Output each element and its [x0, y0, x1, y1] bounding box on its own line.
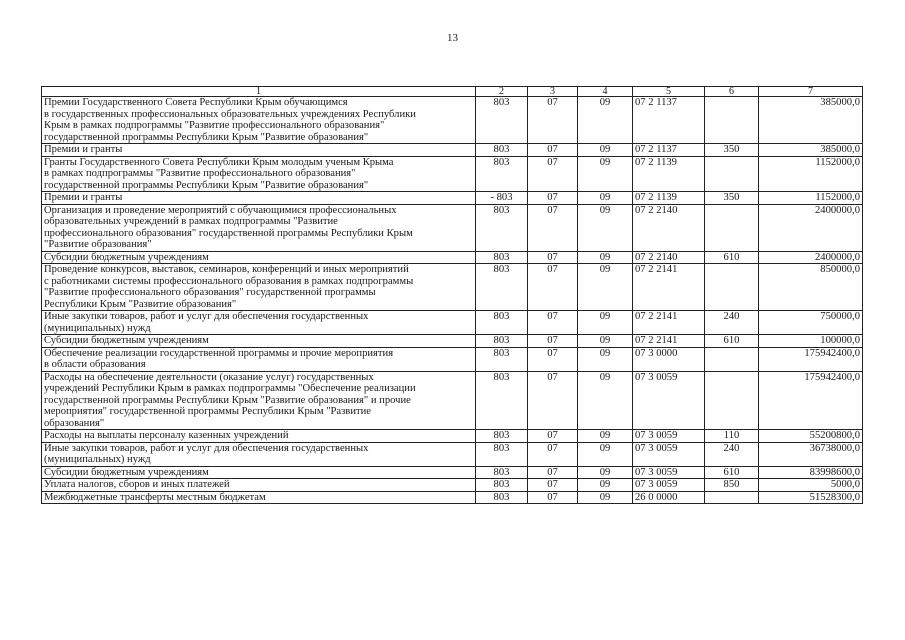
expense-type-cell: 610	[705, 466, 759, 479]
row-name-cell: Расходы на обеспечение деятельности (оказание услуг) государственных учреждений Республики Крым в рамках подпрограммы "Обеспечение реализации государственной программы Республики Крым "Развитие образования" и прочие мероприятия" государственной программы Республики Крым "Развитие образования"	[42, 371, 476, 430]
ministry-code-cell: 803	[476, 442, 528, 466]
row-name-cell: Межбюджетные трансферты местным бюджетам	[42, 491, 476, 504]
row-name-cell: Обеспечение реализации государственной программы и прочие мероприятия в области образования	[42, 347, 476, 371]
table-row	[42, 479, 863, 492]
subsection-code-cell: 09	[578, 347, 633, 371]
target-article-cell: 07 3 0059	[633, 371, 705, 430]
table-row	[42, 311, 863, 335]
table-row	[42, 264, 863, 311]
expense-type-cell	[705, 371, 759, 430]
ministry-code-cell: 803	[476, 335, 528, 348]
header-row	[42, 87, 863, 97]
section-code-cell: 07	[528, 442, 578, 466]
subsection-code-cell: 09	[578, 264, 633, 311]
subsection-code-cell: 09	[578, 192, 633, 205]
row-name-cell: Субсидии бюджетным учреждениям	[42, 335, 476, 348]
target-article-cell: 07 2 1137	[633, 144, 705, 157]
expense-type-cell: 850	[705, 479, 759, 492]
header-cell: 7	[759, 87, 863, 97]
section-code-cell: 07	[528, 347, 578, 371]
row-name-cell: Организация и проведение мероприятий с обучающимися профессиональных образовательных учреждений в рамках подпрограммы "Развитие профессионального образования" государственной программы Республики Крым "Развитие образования"	[42, 204, 476, 251]
subsection-code-cell: 09	[578, 430, 633, 443]
subsection-code-cell: 09	[578, 156, 633, 192]
ministry-code-cell: 803	[476, 156, 528, 192]
target-article-cell: 07 3 0059	[633, 442, 705, 466]
amount-cell: 36738000,0	[759, 442, 863, 466]
amount-cell: 100000,0	[759, 335, 863, 348]
amount-cell: 2400000,0	[759, 251, 863, 264]
ministry-code-cell: 803	[476, 264, 528, 311]
subsection-code-cell: 09	[578, 204, 633, 251]
table-row	[42, 491, 863, 504]
amount-cell: 83998600,0	[759, 466, 863, 479]
row-name-cell: Иные закупки товаров, работ и услуг для обеспечения государственных (муниципальных) нужд	[42, 311, 476, 335]
table-row	[42, 251, 863, 264]
row-name-cell: Премии и гранты	[42, 144, 476, 157]
header-cell: 3	[528, 87, 578, 97]
section-code-cell: 07	[528, 430, 578, 443]
row-name-cell: Уплата налогов, сборов и иных платежей	[42, 479, 476, 492]
expense-type-cell: 110	[705, 430, 759, 443]
section-code-cell: 07	[528, 204, 578, 251]
expense-type-cell	[705, 491, 759, 504]
amount-cell: 5000,0	[759, 479, 863, 492]
ministry-code-cell: 803	[476, 97, 528, 144]
row-name-cell: Расходы на выплаты персоналу казенных учреждений	[42, 430, 476, 443]
header-cell: 1	[42, 87, 476, 97]
subsection-code-cell: 09	[578, 251, 633, 264]
ministry-code-cell: 803	[476, 466, 528, 479]
target-article-cell: 07 2 1137	[633, 97, 705, 144]
ministry-code-cell: 803	[476, 371, 528, 430]
target-article-cell: 07 3 0000	[633, 347, 705, 371]
header-cell: 5	[633, 87, 705, 97]
header-cell: 2	[476, 87, 528, 97]
ministry-code-cell: 803	[476, 479, 528, 492]
ministry-code-cell: 803	[476, 430, 528, 443]
expense-type-cell	[705, 264, 759, 311]
section-code-cell: 07	[528, 192, 578, 205]
table-row	[42, 156, 863, 192]
row-name-cell: Проведение конкурсов, выставок, семинаров, конференций и иных мероприятий с работниками системы профессионального образования в рамках подпрограммы "Развитие профессионального образования" государственной программы Республики Крым "Развитие образования"	[42, 264, 476, 311]
target-article-cell: 07 2 2141	[633, 264, 705, 311]
subsection-code-cell: 09	[578, 479, 633, 492]
amount-cell: 385000,0	[759, 97, 863, 144]
amount-cell: 175942400,0	[759, 371, 863, 430]
row-name-cell: Премии и гранты	[42, 192, 476, 205]
expense-type-cell: 610	[705, 251, 759, 264]
section-code-cell: 07	[528, 479, 578, 492]
ministry-code-cell: 803	[476, 144, 528, 157]
table-row	[42, 466, 863, 479]
expense-type-cell: 350	[705, 144, 759, 157]
target-article-cell: 07 3 0059	[633, 466, 705, 479]
target-article-cell: 07 3 0059	[633, 430, 705, 443]
expense-type-cell: 240	[705, 442, 759, 466]
subsection-code-cell: 09	[578, 466, 633, 479]
section-code-cell: 07	[528, 335, 578, 348]
expense-type-cell: 350	[705, 192, 759, 205]
amount-cell: 1152000,0	[759, 156, 863, 192]
table-row	[42, 335, 863, 348]
section-code-cell: 07	[528, 311, 578, 335]
ministry-code-cell: - 803	[476, 192, 528, 205]
table-row	[42, 204, 863, 251]
target-article-cell: 07 2 1139	[633, 156, 705, 192]
section-code-cell: 07	[528, 97, 578, 144]
amount-cell: 175942400,0	[759, 347, 863, 371]
ministry-code-cell: 803	[476, 204, 528, 251]
subsection-code-cell: 09	[578, 335, 633, 348]
target-article-cell: 07 3 0059	[633, 479, 705, 492]
subsection-code-cell: 09	[578, 144, 633, 157]
section-code-cell: 07	[528, 491, 578, 504]
amount-cell: 1152000,0	[759, 192, 863, 205]
section-code-cell: 07	[528, 466, 578, 479]
amount-cell: 750000,0	[759, 311, 863, 335]
budget-table	[41, 86, 863, 504]
row-name-cell: Иные закупки товаров, работ и услуг для обеспечения государственных (муниципальных) нужд	[42, 442, 476, 466]
row-name-cell: Субсидии бюджетным учреждениям	[42, 466, 476, 479]
row-name-cell: Субсидии бюджетным учреждениям	[42, 251, 476, 264]
subsection-code-cell: 09	[578, 491, 633, 504]
expense-type-cell: 240	[705, 311, 759, 335]
header-cell: 6	[705, 87, 759, 97]
section-code-cell: 07	[528, 371, 578, 430]
amount-cell: 385000,0	[759, 144, 863, 157]
budget-table-body	[42, 87, 863, 504]
table-row	[42, 371, 863, 430]
expense-type-cell	[705, 204, 759, 251]
expense-type-cell	[705, 97, 759, 144]
ministry-code-cell: 803	[476, 491, 528, 504]
target-article-cell: 26 0 0000	[633, 491, 705, 504]
expense-type-cell	[705, 156, 759, 192]
subsection-code-cell: 09	[578, 97, 633, 144]
target-article-cell: 07 2 2140	[633, 251, 705, 264]
expense-type-cell: 610	[705, 335, 759, 348]
section-code-cell: 07	[528, 156, 578, 192]
ministry-code-cell: 803	[476, 311, 528, 335]
row-name-cell: Премии Государственного Совета Республики Крым обучающимся в государственных профессиональных образовательных учреждениях Республики Крым в рамках подпрограммы "Развитие профессионального образования" государственной программы Республики Крым "Развитие образования"	[42, 97, 476, 144]
table-row	[42, 347, 863, 371]
section-code-cell: 07	[528, 264, 578, 311]
section-code-cell: 07	[528, 251, 578, 264]
subsection-code-cell: 09	[578, 311, 633, 335]
table-row	[42, 430, 863, 443]
subsection-code-cell: 09	[578, 371, 633, 430]
header-cell: 4	[578, 87, 633, 97]
page-number: 13	[447, 32, 458, 44]
expense-type-cell	[705, 347, 759, 371]
target-article-cell: 07 2 2141	[633, 311, 705, 335]
target-article-cell: 07 2 2140	[633, 204, 705, 251]
ministry-code-cell: 803	[476, 251, 528, 264]
table-row	[42, 144, 863, 157]
section-code-cell: 07	[528, 144, 578, 157]
row-name-cell: Гранты Государственного Совета Республики Крым молодым ученым Крыма в рамках подпрограммы "Развитие профессионального образования" государственной программы Республики Крым "Развитие образования"	[42, 156, 476, 192]
amount-cell: 2400000,0	[759, 204, 863, 251]
target-article-cell: 07 2 1139	[633, 192, 705, 205]
amount-cell: 55200800,0	[759, 430, 863, 443]
amount-cell: 850000,0	[759, 264, 863, 311]
amount-cell: 51528300,0	[759, 491, 863, 504]
ministry-code-cell: 803	[476, 347, 528, 371]
target-article-cell: 07 2 2141	[633, 335, 705, 348]
table-row	[42, 97, 863, 144]
subsection-code-cell: 09	[578, 442, 633, 466]
table-row	[42, 192, 863, 205]
table-row	[42, 442, 863, 466]
